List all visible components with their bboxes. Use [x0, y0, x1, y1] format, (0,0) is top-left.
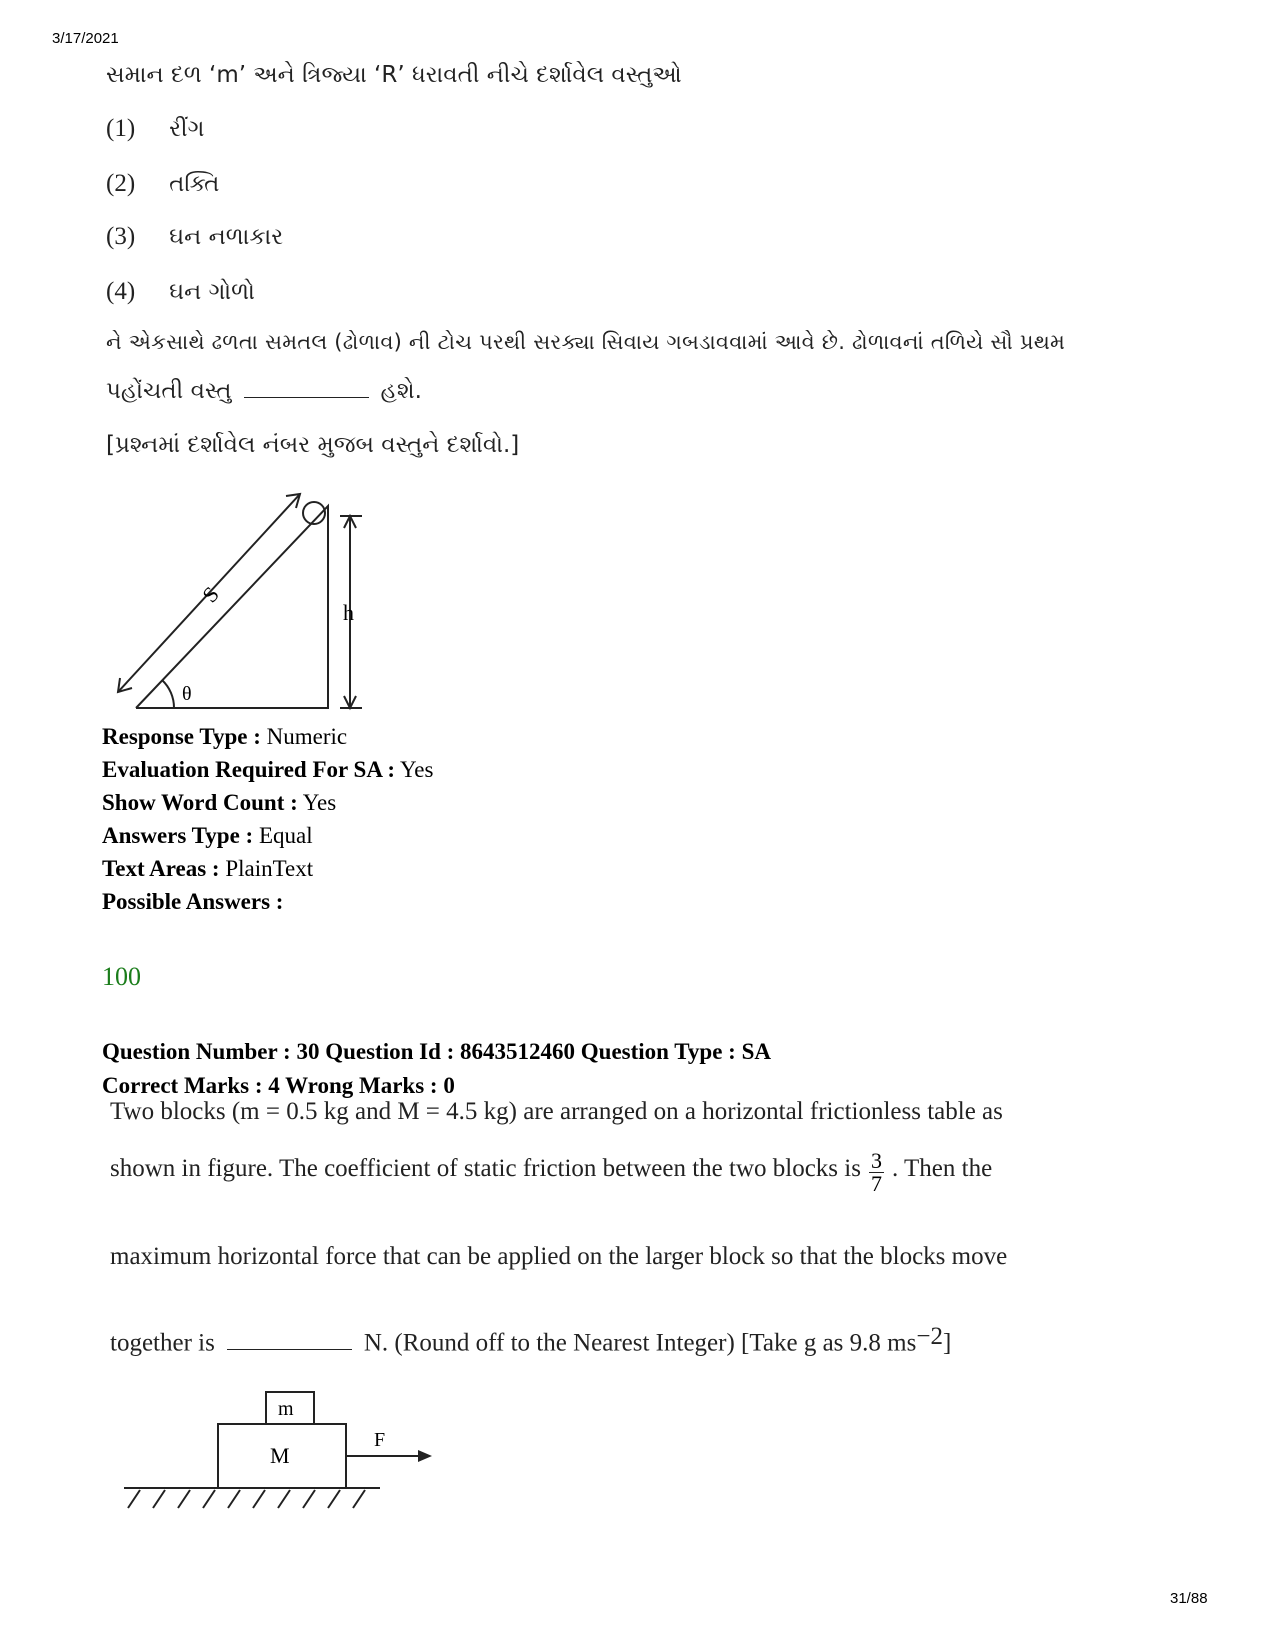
meta-value: Yes — [400, 757, 434, 782]
meta-value: Yes — [302, 790, 337, 815]
question-meta — [102, 720, 433, 918]
answers-type-row — [102, 819, 433, 852]
q30-line2-post: . Then the — [891, 1155, 993, 1183]
question-header-line2: Correct Marks : 4 Wrong Marks : 0 — [102, 1073, 455, 1098]
option-number: (2) — [106, 170, 136, 197]
theta-arc — [162, 680, 174, 708]
q30-line2 — [110, 1150, 992, 1195]
page-date: 3/17/2021 — [52, 30, 119, 47]
q29-body-line2 — [106, 378, 422, 404]
blocks-figure — [118, 1390, 448, 1520]
possible-answer-value: 100 — [102, 962, 141, 991]
option-text: તક્તિ — [169, 171, 220, 197]
meta-value: Numeric — [266, 724, 348, 749]
question-header — [102, 1035, 771, 1103]
theta-label: θ — [182, 683, 192, 705]
page-number: 31/88 — [1170, 1590, 1208, 1607]
meta-label: Text Areas : — [102, 856, 220, 881]
option-text: ઘન નળાકાર — [169, 224, 284, 250]
q30-line3: maximum horizontal force that can be applied on the larger block so that the blocks move — [110, 1243, 1008, 1270]
option-number: (3) — [106, 223, 136, 250]
q30-line4-pre: together is — [110, 1329, 215, 1357]
option-text: ઘન ગોળો — [169, 279, 255, 305]
force-label: F — [374, 1429, 386, 1451]
response-type-row — [102, 720, 433, 753]
meta-label: Possible Answers : — [102, 889, 284, 914]
option-text: રીંગ — [169, 116, 205, 142]
meta-value: PlainText — [225, 856, 314, 881]
meta-label: Answers Type : — [102, 823, 254, 848]
q29-intro: સમાન દળ ‘m’ અને ત્રિજ્યા ‘R’ ધરાવતી નીચે દર્શાવેલ વસ્તુઓ — [106, 62, 682, 88]
evaluation-row — [102, 753, 433, 786]
incline-triangle — [136, 506, 328, 708]
s-label: S — [197, 581, 224, 608]
possible-answers-row — [102, 885, 433, 918]
meta-label: Evaluation Required For SA : — [102, 757, 396, 782]
word-count-row — [102, 786, 433, 819]
friction-fraction — [869, 1150, 884, 1195]
q30-line2-pre: shown in figure. The coefficient of static friction between the two blocks is — [110, 1155, 861, 1183]
q30-line4 — [110, 1323, 951, 1357]
h-label: h — [343, 600, 354, 625]
q29-option-1 — [106, 115, 204, 143]
fraction-numerator: 3 — [870, 1148, 882, 1173]
block-m-label: m — [278, 1398, 294, 1420]
answer-blank — [227, 1348, 352, 1350]
force-arrow-head — [418, 1450, 432, 1462]
q30-line4-post: N. (Round off to the Nearest Integer) [Take g as 9.8 ms — [363, 1329, 917, 1357]
q29-body-line1: ને એકસાથે ઢળતા સમતલ (ઢોળાવ) ની ટોચ પરથી સરક્યા સિવાય ગબડાવવામાં આવે છે. ઢોળાવનાં તળિયે સૌ પ્રથમ — [106, 330, 1066, 354]
meta-value: Equal — [258, 823, 313, 848]
q30-line1: Two blocks (m = 0.5 kg and M = 4.5 kg) are arranged on a horizontal frictionless table as — [110, 1098, 1003, 1125]
q29-body-line2-post: હશે. — [380, 378, 422, 404]
option-number: (1) — [106, 115, 136, 142]
question-header-line1: Question Number : 30 Question Id : 8643512460 Question Type : SA — [102, 1039, 771, 1064]
inclined-plane-figure — [100, 480, 390, 720]
fraction-denominator: 7 — [870, 1171, 882, 1196]
answer-blank — [244, 396, 369, 398]
q29-option-2 — [106, 170, 219, 198]
block-M-label: M — [270, 1443, 290, 1468]
table-hatching — [128, 1490, 365, 1508]
q30-line4-end: ] — [942, 1329, 952, 1357]
q30-exponent: −2 — [916, 1323, 943, 1350]
option-number: (4) — [106, 278, 136, 305]
q29-option-3 — [106, 223, 283, 251]
q29-note: [પ્રશ્નમાં દર્શાવેલ નંબર મુજબ વસ્તુને દર્શાવો.] — [106, 432, 520, 458]
meta-label: Show Word Count : — [102, 790, 298, 815]
meta-label: Response Type : — [102, 724, 261, 749]
q29-option-4 — [106, 278, 255, 306]
q29-body-line2-pre: પહોંચતી વસ્તુ — [106, 378, 232, 404]
text-areas-row — [102, 852, 433, 885]
